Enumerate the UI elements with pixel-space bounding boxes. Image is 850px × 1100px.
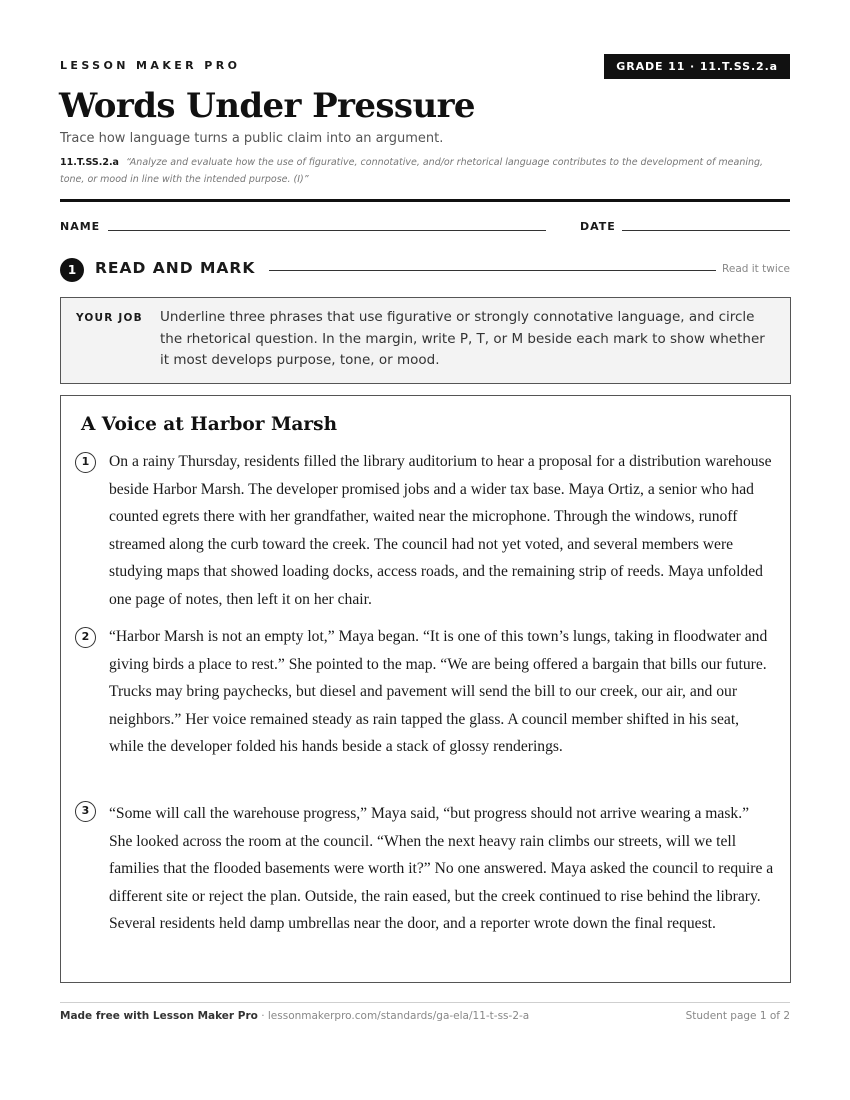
footer-page-number: Student page 1 of 2 <box>685 1010 790 1022</box>
name-field-line[interactable] <box>108 230 546 231</box>
instructions-label: YOUR JOB <box>76 312 143 324</box>
passage-title: A Voice at Harbor Marsh <box>81 414 338 435</box>
paragraph-1: On a rainy Thursday, residents filled the library auditorium to hear a proposal for a distribution warehouse beside Harbor Marsh. The developer promised jobs and a wider tax base. Maya Ortiz, a senior who had counted egrets there with her grandfather, waited near the microphone. Through the windows, runoff streamed along the curb toward the creek. The council had not yet voted, and several members were studying maps that showed loading docks, access roads, and the remaining strip of reeds. Maya unfolded one page of notes, then left it on her chair. <box>109 453 772 608</box>
standard-code: 11.T.SS.2.a <box>60 157 119 168</box>
passage-box <box>60 395 791 983</box>
paragraph-3: “Some will call the warehouse progress,” Maya said, “but progress should not arrive wearing a mask.” She looked across the room at the council. “When the next heavy rain climbs our streets, will we tell families that the flooded basements were worth it?” No one answered. Maya asked the council to require a different site or reject the plan. Outside, the rain eased, but the creek continued to rise behind the library. Several residents held damp umbrellas near the door, and a reporter wrote down the final request. <box>109 805 774 933</box>
grade-badge: GRADE 11 · 11.T.SS.2.a <box>604 54 790 79</box>
footer-made-with: Made free with Lesson Maker Pro <box>60 1010 258 1022</box>
paragraph-number-2: 2 <box>75 627 96 648</box>
footer-url[interactable]: lessonmakerpro.com/standards/ga-ela/11-t-ss-2-a <box>267 1010 530 1022</box>
section-title: READ AND MARK <box>95 259 256 277</box>
standard-text: “Analyze and evaluate how the use of figurative, connotative, and/or rhetorical language contributes to the development of meaning, tone, or mood in line with the intended purpose. (I)” <box>60 157 764 185</box>
page-subtitle: Trace how language turns a public claim into an argument. <box>60 131 444 146</box>
instructions-box <box>60 297 791 384</box>
date-field-line[interactable] <box>622 230 790 231</box>
section-number-badge: 1 <box>60 258 84 282</box>
name-label: NAME <box>60 220 101 233</box>
date-label: DATE <box>580 220 616 233</box>
instructions-text: Underline three phrases that use figurative or strongly connotative language, and circle the rhetorical question. In the margin, write P, T, or M beside each mark to show whether it most develops purpose, tone, or mood. <box>160 309 765 368</box>
paragraph-number-1: 1 <box>75 452 96 473</box>
paragraph-2: “Harbor Marsh is not an empty lot,” Maya began. “It is one of this town’s lungs, taking in floodwater and giving birds a place to rest.” She pointed to the map. “We are being offered a bargain that bills our future. Trucks may bring paychecks, but diesel and pavement will send the bill to our creek, our air, and our neighbors.” Her voice remained steady as rain tapped the glass. A council member shifted in his seat, while the developer folded his hands beside a stack of glossy renderings. <box>109 628 768 756</box>
footer-divider <box>60 1002 790 1003</box>
page-title: Words Under Pressure <box>59 86 475 126</box>
section-note: Read it twice <box>722 263 790 275</box>
brand-name: LESSON MAKER PRO <box>60 59 241 72</box>
paragraph-number-3: 3 <box>75 801 96 822</box>
footer-separator: · <box>257 1010 268 1022</box>
standard-description <box>60 155 770 188</box>
header-divider <box>60 199 790 202</box>
footer-credit <box>60 1010 529 1022</box>
section-divider <box>269 270 716 271</box>
